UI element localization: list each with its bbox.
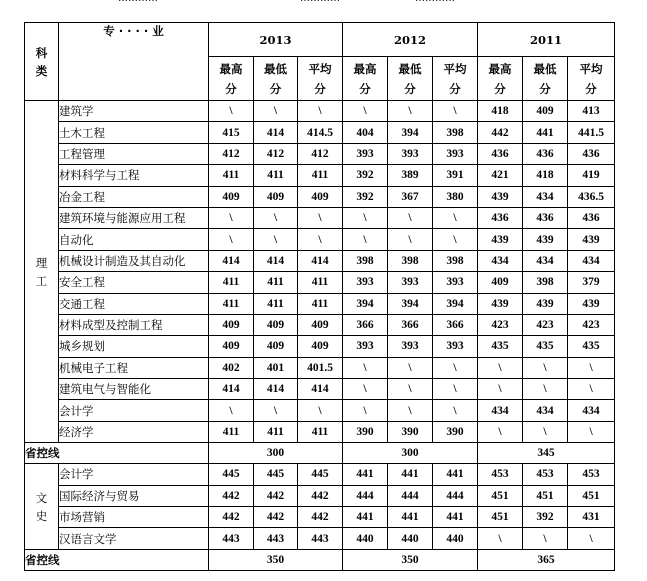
score-cell: 443 (254, 528, 298, 549)
score-cell: 442 (298, 485, 343, 506)
score-cell: \ (388, 207, 433, 228)
major-name-cell: 建筑环境与能源应用工程 (59, 207, 209, 228)
control-line-value: 350 (343, 549, 478, 570)
table-row (25, 165, 615, 186)
major-header: 专 · · · · 业 (59, 23, 209, 101)
score-cell: 431 (568, 507, 615, 528)
score-cell: 409 (298, 186, 343, 207)
score-cell: 401.5 (298, 357, 343, 378)
major-name-cell: 机械设计制造及其自动化 (59, 250, 209, 271)
stat-header-line: 分 (359, 81, 371, 96)
score-cell: 419 (568, 165, 615, 186)
score-cell: 421 (478, 165, 523, 186)
category-header-char: 科 (35, 45, 48, 60)
score-cell: 411 (254, 421, 298, 442)
major-name-cell: 材料成型及控制工程 (59, 314, 209, 335)
top-fragment (118, 0, 158, 4)
score-cell: \ (523, 528, 568, 549)
table-row (25, 293, 615, 314)
stat-header-line: 分 (539, 81, 551, 96)
score-cell: \ (388, 101, 433, 122)
table-row (25, 250, 615, 271)
score-cell: 394 (388, 122, 433, 143)
score-cell: 444 (388, 485, 433, 506)
major-name-cell: 国际经济与贸易 (59, 485, 209, 506)
score-cell: \ (298, 400, 343, 421)
score-cell: \ (343, 101, 388, 122)
stat-header (478, 57, 523, 101)
score-cell: 393 (388, 336, 433, 357)
score-cell: 411 (209, 421, 254, 442)
table-body (25, 101, 615, 571)
score-cell: \ (433, 229, 478, 250)
score-cell: \ (343, 229, 388, 250)
score-cell: \ (298, 229, 343, 250)
score-cell: 393 (433, 272, 478, 293)
score-cell: 412 (298, 143, 343, 164)
control-line-value: 300 (209, 443, 343, 464)
score-cell: 441 (523, 122, 568, 143)
score-cell: 439 (523, 293, 568, 314)
score-cell: 414 (209, 250, 254, 271)
score-cell: 393 (388, 143, 433, 164)
score-cell: 434 (523, 400, 568, 421)
score-cell: 444 (433, 485, 478, 506)
major-name-cell: 材料科学与工程 (59, 165, 209, 186)
top-fragment (415, 0, 455, 4)
score-cell: 411 (254, 293, 298, 314)
table-row (25, 464, 615, 485)
score-cell: 393 (388, 272, 433, 293)
major-name-cell: 建筑学 (59, 101, 209, 122)
control-line-label: 省控线 (25, 443, 209, 464)
score-cell: \ (343, 357, 388, 378)
score-cell: 439 (568, 293, 615, 314)
score-cell: 442 (478, 122, 523, 143)
score-cell: 409 (254, 314, 298, 335)
score-cell: 445 (254, 464, 298, 485)
stat-header-line: 分 (225, 81, 237, 96)
stat-header-line: 最低 (398, 61, 422, 76)
score-cell: 411 (298, 165, 343, 186)
year-header-2012: 2012 (343, 23, 478, 57)
score-cell: \ (478, 528, 523, 549)
table-row (25, 207, 615, 228)
stat-header-line: 分 (585, 81, 597, 96)
score-cell: 414 (298, 250, 343, 271)
score-cell: 423 (478, 314, 523, 335)
stat-header (298, 57, 343, 101)
score-cell: 409 (298, 336, 343, 357)
score-cell: 409 (523, 101, 568, 122)
table-row (25, 336, 615, 357)
score-cell: \ (388, 229, 433, 250)
stat-header (388, 57, 433, 101)
table-row (25, 101, 615, 122)
score-cell: 409 (478, 272, 523, 293)
score-cell: 445 (209, 464, 254, 485)
score-cell: 436 (568, 143, 615, 164)
score-cell: 439 (478, 293, 523, 314)
score-cell: 418 (478, 101, 523, 122)
stat-header (523, 57, 568, 101)
score-cell: 451 (478, 485, 523, 506)
score-cell: 393 (433, 336, 478, 357)
score-cell: 442 (209, 507, 254, 528)
score-cell: 441 (433, 507, 478, 528)
stat-header-line: 分 (494, 81, 506, 96)
score-cell: 434 (478, 400, 523, 421)
category-header (25, 23, 59, 101)
score-cell: \ (568, 528, 615, 549)
score-cell: 442 (209, 485, 254, 506)
score-cell: 441 (433, 464, 478, 485)
stat-header (433, 57, 478, 101)
score-cell: 439 (568, 229, 615, 250)
stat-header-line: 平均 (579, 61, 603, 76)
major-name-cell: 建筑电气与智能化 (59, 379, 209, 400)
score-cell: 409 (298, 314, 343, 335)
score-cell: 409 (209, 186, 254, 207)
score-cell: 436.5 (568, 186, 615, 207)
score-cell: 411 (209, 293, 254, 314)
score-cell: \ (343, 207, 388, 228)
score-cell: 435 (478, 336, 523, 357)
major-name-cell: 经济学 (59, 421, 209, 442)
score-cell: 414 (209, 379, 254, 400)
major-name-cell: 市场营销 (59, 507, 209, 528)
score-cell: 443 (298, 528, 343, 549)
score-cell: 393 (343, 336, 388, 357)
score-cell: 404 (343, 122, 388, 143)
cropped-top-text (0, 0, 647, 4)
score-cell: 414.5 (298, 122, 343, 143)
score-cell: 411 (209, 272, 254, 293)
score-cell: 434 (523, 250, 568, 271)
score-cell: 444 (343, 485, 388, 506)
table-row (25, 272, 615, 293)
score-cell: 451 (523, 485, 568, 506)
category-char: 史 (35, 508, 48, 523)
score-cell: \ (254, 400, 298, 421)
admission-score-table (24, 22, 615, 571)
score-cell: \ (298, 101, 343, 122)
score-cell: 398 (523, 272, 568, 293)
score-cell: \ (254, 229, 298, 250)
score-cell: \ (433, 379, 478, 400)
stat-header-line: 最低 (533, 61, 557, 76)
score-cell: 413 (568, 101, 615, 122)
category-char: 工 (35, 273, 48, 288)
score-cell: 391 (433, 165, 478, 186)
major-name-cell: 城乡规划 (59, 336, 209, 357)
score-cell: \ (254, 207, 298, 228)
score-cell: 398 (343, 250, 388, 271)
score-cell: 402 (209, 357, 254, 378)
category-cell (25, 101, 59, 443)
table-row (25, 507, 615, 528)
stat-header (343, 57, 388, 101)
score-cell: 414 (254, 379, 298, 400)
control-line-value: 300 (343, 443, 478, 464)
stat-header-line: 平均 (308, 61, 332, 76)
score-cell: 434 (568, 400, 615, 421)
score-cell: 434 (568, 250, 615, 271)
stat-header (254, 57, 298, 101)
score-cell: \ (433, 101, 478, 122)
score-cell: 453 (568, 464, 615, 485)
score-cell: 409 (209, 314, 254, 335)
stat-header-line: 分 (449, 81, 461, 96)
score-cell: 392 (523, 507, 568, 528)
stat-header-line: 最低 (264, 61, 287, 76)
score-cell: \ (568, 379, 615, 400)
score-cell: 411 (298, 293, 343, 314)
score-cell: 443 (209, 528, 254, 549)
control-line-value: 350 (209, 549, 343, 570)
score-cell: 392 (343, 186, 388, 207)
score-cell: 442 (254, 485, 298, 506)
score-cell: \ (388, 400, 433, 421)
score-cell: 441 (343, 507, 388, 528)
score-cell: 440 (343, 528, 388, 549)
score-cell: 436 (568, 207, 615, 228)
score-cell: 411 (254, 272, 298, 293)
table-row (25, 122, 615, 143)
score-cell: 411 (254, 165, 298, 186)
score-cell: \ (343, 379, 388, 400)
score-cell: 379 (568, 272, 615, 293)
score-cell: 441 (388, 464, 433, 485)
score-cell: 393 (433, 143, 478, 164)
score-cell: 441.5 (568, 122, 615, 143)
control-line-label: 省控线 (25, 549, 209, 570)
score-cell: 411 (209, 165, 254, 186)
category-cell (25, 464, 59, 550)
top-fragment (300, 0, 340, 4)
score-cell: 389 (388, 165, 433, 186)
score-cell: \ (478, 379, 523, 400)
score-cell: 390 (343, 421, 388, 442)
stat-header-line: 最高 (219, 61, 243, 76)
score-cell: 436 (478, 207, 523, 228)
score-cell: 441 (388, 507, 433, 528)
score-cell: 440 (388, 528, 433, 549)
score-cell: 439 (523, 229, 568, 250)
stat-header-line: 最高 (353, 61, 377, 76)
category-header-char: 类 (35, 63, 48, 78)
score-cell: 442 (298, 507, 343, 528)
score-cell: 390 (433, 421, 478, 442)
score-cell: 442 (254, 507, 298, 528)
table-row (25, 357, 615, 378)
score-cell: \ (523, 357, 568, 378)
table-row (25, 186, 615, 207)
category-char: 理 (35, 255, 48, 270)
score-cell: 398 (433, 122, 478, 143)
year-header-2013: 2013 (209, 23, 343, 57)
score-cell: 393 (343, 143, 388, 164)
score-cell: \ (523, 421, 568, 442)
score-cell: 445 (298, 464, 343, 485)
score-cell: 394 (433, 293, 478, 314)
score-cell: 380 (433, 186, 478, 207)
score-cell: 435 (568, 336, 615, 357)
stat-header (568, 57, 615, 101)
score-cell: 392 (343, 165, 388, 186)
score-cell: \ (343, 400, 388, 421)
table-row (25, 143, 615, 164)
score-cell: 435 (523, 336, 568, 357)
score-cell: \ (568, 357, 615, 378)
score-cell: \ (568, 421, 615, 442)
table-row (25, 528, 615, 549)
score-cell: 414 (254, 250, 298, 271)
score-cell: 423 (568, 314, 615, 335)
score-cell: 366 (343, 314, 388, 335)
score-cell: 409 (254, 186, 298, 207)
major-name-cell: 会计学 (59, 400, 209, 421)
control-line-row (25, 443, 615, 464)
score-cell: 453 (478, 464, 523, 485)
score-cell: 414 (298, 379, 343, 400)
stat-header-line: 分 (314, 81, 326, 96)
score-cell: 411 (298, 421, 343, 442)
control-line-value: 365 (478, 549, 615, 570)
score-cell: 398 (388, 250, 433, 271)
score-cell: 436 (523, 207, 568, 228)
table-row (25, 421, 615, 442)
score-cell: 440 (433, 528, 478, 549)
score-cell: \ (433, 400, 478, 421)
score-cell: 439 (478, 229, 523, 250)
score-cell: \ (388, 379, 433, 400)
score-cell: 412 (254, 143, 298, 164)
score-cell: 423 (523, 314, 568, 335)
major-name-cell: 会计学 (59, 464, 209, 485)
score-cell: 409 (209, 336, 254, 357)
score-cell: 409 (254, 336, 298, 357)
table-row (25, 379, 615, 400)
score-cell: 411 (298, 272, 343, 293)
table-row (25, 485, 615, 506)
score-cell: 367 (388, 186, 433, 207)
major-name-cell: 安全工程 (59, 272, 209, 293)
score-cell: \ (298, 207, 343, 228)
score-cell: 366 (433, 314, 478, 335)
category-char: 文 (35, 490, 48, 505)
stat-header-line: 最高 (488, 61, 512, 76)
major-name-cell: 交通工程 (59, 293, 209, 314)
score-cell: 393 (343, 272, 388, 293)
score-cell: 414 (254, 122, 298, 143)
stat-header (209, 57, 254, 101)
score-cell: \ (478, 357, 523, 378)
score-cell: 418 (523, 165, 568, 186)
stat-header-line: 平均 (443, 61, 467, 76)
score-cell: \ (209, 229, 254, 250)
year-header-row (25, 23, 615, 57)
score-cell: 415 (209, 122, 254, 143)
score-cell: 436 (478, 143, 523, 164)
table-row (25, 400, 615, 421)
score-cell: 451 (568, 485, 615, 506)
score-cell: \ (209, 207, 254, 228)
score-cell: \ (433, 357, 478, 378)
score-cell: \ (388, 357, 433, 378)
year-header-2011: 2011 (478, 23, 615, 57)
score-cell: 436 (523, 143, 568, 164)
score-cell: 412 (209, 143, 254, 164)
score-cell: 439 (478, 186, 523, 207)
score-cell: \ (209, 101, 254, 122)
score-cell: 434 (523, 186, 568, 207)
major-name-cell: 冶金工程 (59, 186, 209, 207)
major-name-cell: 土木工程 (59, 122, 209, 143)
score-cell: 366 (388, 314, 433, 335)
score-cell: 394 (388, 293, 433, 314)
score-cell: 451 (478, 507, 523, 528)
table-row (25, 229, 615, 250)
control-line-row (25, 549, 615, 570)
major-name-cell: 自动化 (59, 229, 209, 250)
major-name-cell: 机械电子工程 (59, 357, 209, 378)
score-cell: \ (209, 400, 254, 421)
table-row (25, 314, 615, 335)
score-cell: 398 (433, 250, 478, 271)
score-cell: 401 (254, 357, 298, 378)
score-cell: 453 (523, 464, 568, 485)
major-name-cell: 工程管理 (59, 143, 209, 164)
score-cell: 394 (343, 293, 388, 314)
score-cell: 434 (478, 250, 523, 271)
control-line-value: 345 (478, 443, 615, 464)
score-cell: 390 (388, 421, 433, 442)
score-cell: \ (523, 379, 568, 400)
score-cell: \ (433, 207, 478, 228)
score-cell: 441 (343, 464, 388, 485)
stat-header-line: 分 (269, 81, 282, 96)
score-cell: \ (478, 421, 523, 442)
score-cell: \ (254, 101, 298, 122)
major-name-cell: 汉语言文学 (59, 528, 209, 549)
stat-header-line: 分 (404, 81, 416, 96)
